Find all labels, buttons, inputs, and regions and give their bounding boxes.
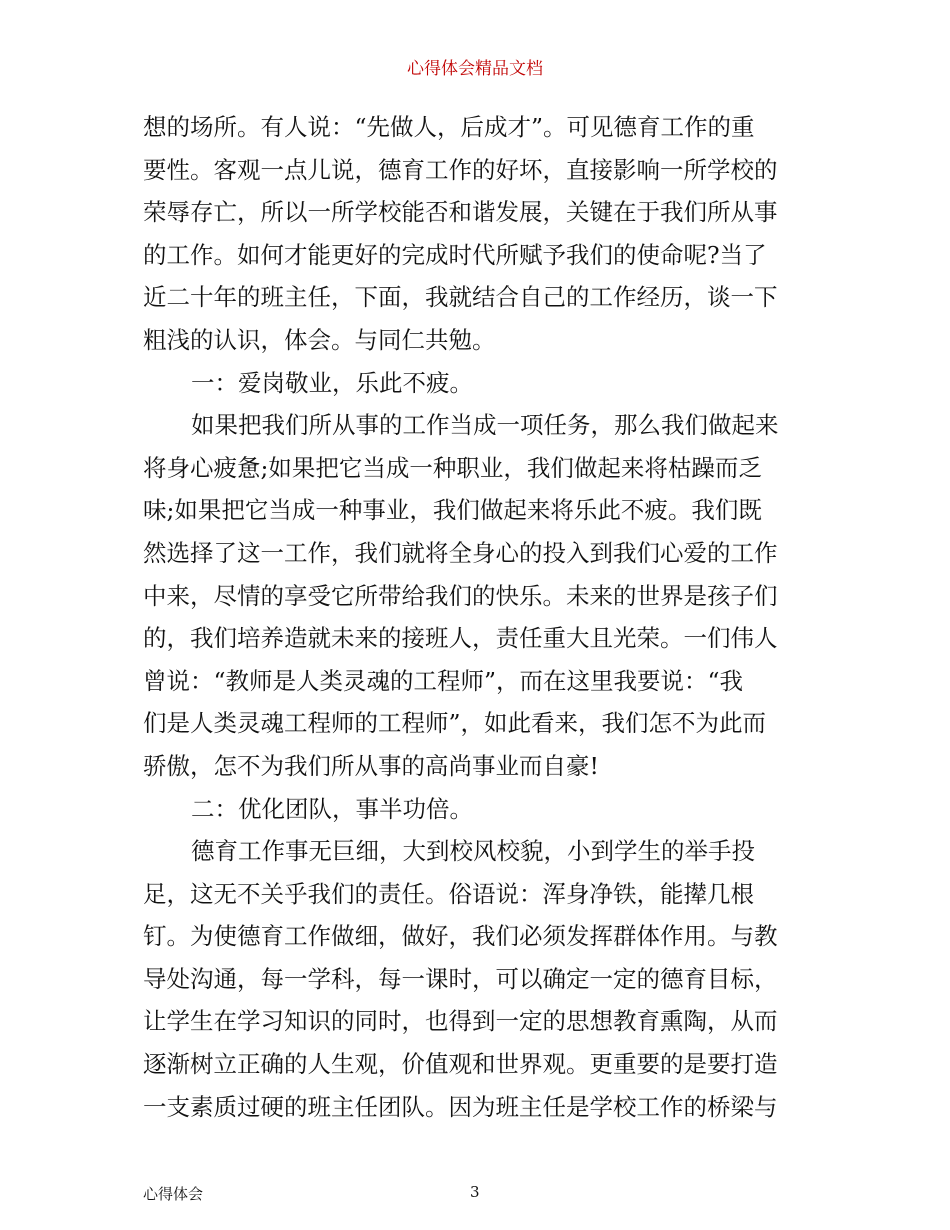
body-line: 粗浅的认识，体会。与同仁共勉。 [143, 325, 496, 354]
body-line: 导处沟通，每一学科，每一课时，可以确定一定的德育目标， [143, 964, 778, 993]
body-line: 的，我们培养造就未来的接班人，责任重大且光荣。一们伟人 [143, 624, 778, 653]
body-line: 的工作。如何才能更好的完成时代所赋予我们的使命呢?当了 [143, 240, 767, 269]
body-line: 如果把我们所从事的工作当成一项任务，那么我们做起来 [191, 411, 779, 440]
body-line: 德育工作事无巨细，大到校风校貌，小到学生的举手投 [191, 837, 755, 866]
footer-label: 心得体会 [143, 1185, 204, 1203]
section-heading: 二：优化团队，事半功倍。 [191, 794, 473, 823]
body-line: 足，这无不关乎我们的责任。俗语说：浑身净铁，能撵几根 [143, 879, 754, 908]
body-line: 中来，尽情的享受它所带给我们的快乐。未来的世界是孩子们 [143, 581, 778, 610]
body-line: 味;如果把它当成一种事业，我们做起来将乐此不疲。我们既 [143, 496, 762, 525]
body-line: 们是人类灵魂工程师的工程师”，如此看来，我们怎不为此而 [143, 709, 767, 738]
body-line: 钉。为使德育工作做细，做好，我们必须发挥群体作用。与教 [143, 922, 778, 951]
body-line: 将身心疲惫;如果把它当成一种职业，我们做起来将枯躁而乏 [143, 453, 762, 482]
body-line: 荣辱存亡，所以一所学校能否和谐发展，关键在于我们所从事 [143, 198, 778, 227]
body-line: 曾说：“教师是人类灵魂的工程师”，而在这里我要说：“我 [143, 666, 744, 695]
body-line: 要性。客观一点儿说，德育工作的好坏，直接影响一所学校的 [143, 155, 778, 184]
page-header-title: 心得体会精品文档 [407, 59, 543, 79]
body-line: 近二十年的班主任，下面，我就结合自己的工作经历，谈一下 [143, 283, 778, 312]
body-line: 骄傲，怎不为我们所从事的高尚事业而自豪! [143, 751, 599, 780]
body-line: 一支素质过硬的班主任团队。因为班主任是学校工作的桥梁与 [143, 1092, 778, 1121]
page-number: 3 [470, 1183, 480, 1201]
body-line: 想的场所。有人说：“先做人，后成才”。可见德育工作的重 [143, 113, 755, 141]
section-heading: 一：爱岗敬业，乐此不疲。 [191, 368, 473, 397]
body-line: 然选择了这一工作，我们就将全身心的投入到我们心爱的工作 [143, 538, 778, 567]
document-body [143, 106, 813, 1128]
body-line: 让学生在学习知识的同时，也得到一定的思想教育熏陶，从而 [143, 1007, 778, 1036]
body-line: 逐渐树立正确的人生观，价值观和世界观。更重要的是要打造 [143, 1050, 778, 1079]
